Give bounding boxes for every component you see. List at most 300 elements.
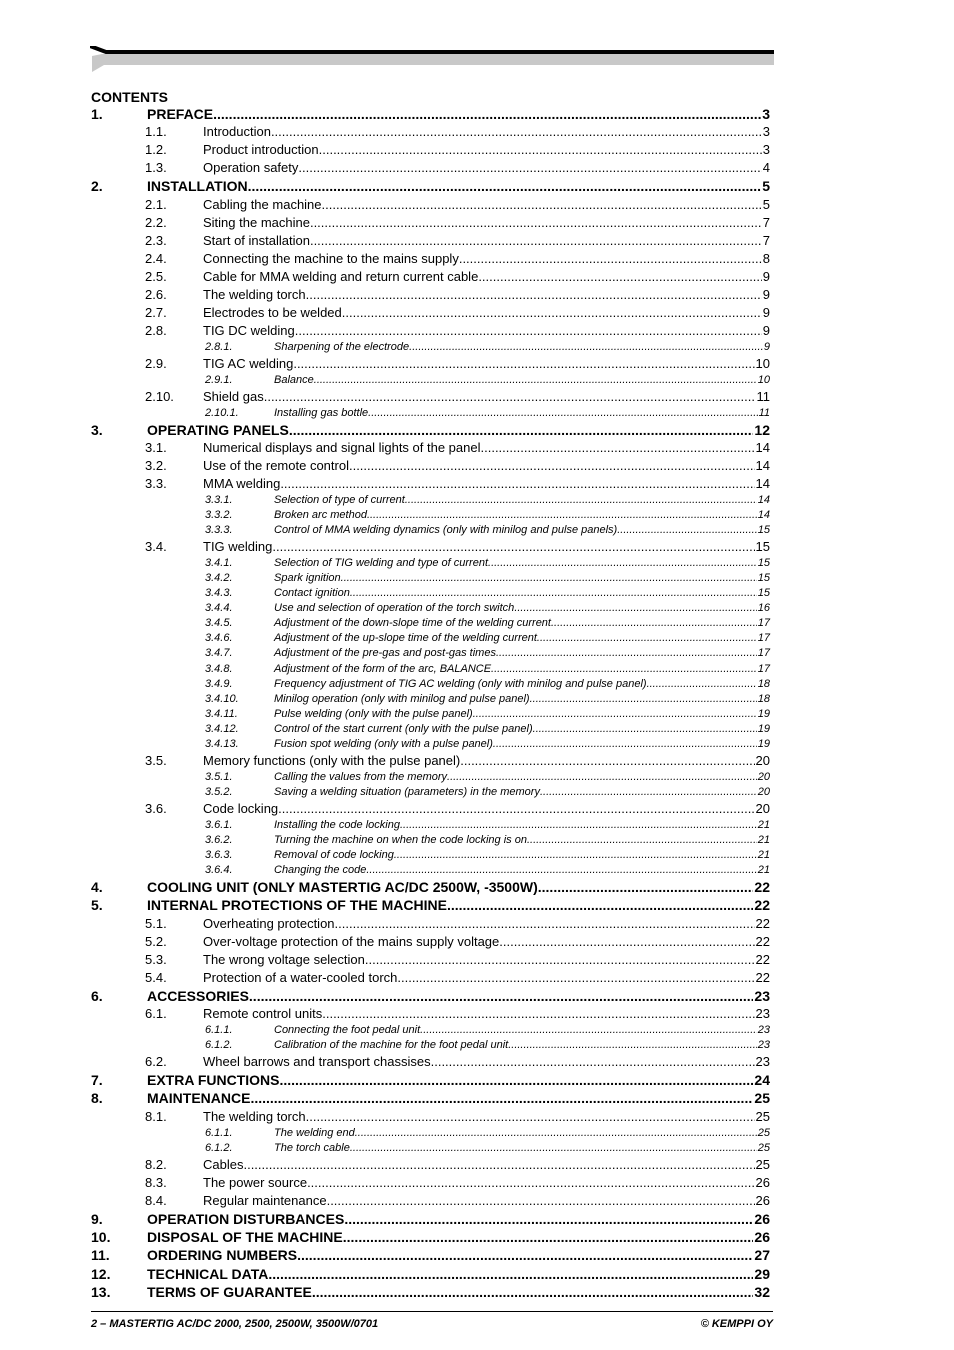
toc-entry-title: The torch cable xyxy=(274,1141,350,1154)
toc-entry[interactable] xyxy=(91,1127,770,1142)
toc-entry-number: 2.7. xyxy=(145,305,203,320)
toc-entry-leader xyxy=(491,663,757,675)
toc-entry-number: 3.4.7. xyxy=(205,647,274,659)
toc-entry[interactable] xyxy=(91,617,770,632)
toc-entry-leader xyxy=(342,305,762,320)
toc-entry[interactable] xyxy=(91,1024,770,1039)
toc-entry-title: OPERATING PANELS xyxy=(147,421,289,438)
toc-entry[interactable] xyxy=(91,1193,770,1211)
toc-entry-title: Operation safety xyxy=(203,160,299,176)
toc-entry-number: 1.3. xyxy=(145,160,203,175)
toc-entry-leader xyxy=(268,1266,753,1282)
toc-entry-number: 3.6.3. xyxy=(205,849,274,861)
toc-entry-page: 22 xyxy=(755,969,770,985)
toc-entry-leader xyxy=(397,970,754,985)
toc-entry-title: DISPOSAL OF THE MACHINE xyxy=(147,1229,343,1246)
toc-entry-title: Cable for MMA welding and return current cable xyxy=(203,268,479,284)
toc-entry-title: The welding torch xyxy=(203,1108,306,1124)
toc-entry-leader xyxy=(213,106,761,122)
toc-entry[interactable] xyxy=(91,897,770,915)
toc-entry[interactable] xyxy=(91,1266,770,1284)
toc-entry-number: 3.3.2. xyxy=(205,509,274,521)
toc-entry-page: 9 xyxy=(762,304,770,320)
toc-entry[interactable] xyxy=(91,178,770,196)
toc-entry-page: 20 xyxy=(757,770,770,783)
toc-entry-leader xyxy=(344,1211,753,1227)
toc-entry-page: 24 xyxy=(754,1072,770,1089)
toc-entry-number: 3.5.1. xyxy=(205,771,274,783)
toc-entry-number: 5. xyxy=(91,897,147,913)
toc-entry-leader xyxy=(488,557,757,569)
toc-entry-leader xyxy=(533,723,757,735)
toc-entry-leader xyxy=(310,215,762,230)
toc-entry-number: 6.1. xyxy=(145,1006,203,1021)
toc-entry-title: Changing the code xyxy=(274,864,367,877)
toc-entry-title: Introduction xyxy=(203,124,271,140)
toc-entry-number: 6.2. xyxy=(145,1054,203,1069)
toc-entry-page: 23 xyxy=(754,987,770,1004)
toc-entry[interactable] xyxy=(91,374,770,389)
toc-entry-leader xyxy=(264,389,756,404)
toc-entry-page: 32 xyxy=(754,1283,770,1300)
toc-entry-number: 3.3.1. xyxy=(205,494,274,506)
toc-entry-page: 23 xyxy=(757,1023,770,1036)
toc-entry-page: 11 xyxy=(758,406,770,419)
table-of-contents xyxy=(91,106,770,1302)
toc-entry-title: Connecting the machine to the mains supply xyxy=(203,250,459,266)
toc-entry-leader xyxy=(478,269,761,284)
toc-entry-title: TIG welding xyxy=(203,539,273,555)
toc-entry[interactable] xyxy=(91,494,770,509)
toc-entry-page: 8 xyxy=(762,250,770,266)
toc-entry-page: 3 xyxy=(762,124,770,140)
toc-entry-leader xyxy=(322,1006,754,1021)
toc-entry-page: 25 xyxy=(757,1141,770,1154)
toc-entry-number: 4. xyxy=(91,879,147,895)
toc-entry[interactable] xyxy=(91,341,770,356)
toc-entry-number: 6.1.2. xyxy=(205,1039,274,1051)
toc-entry-title: Use and selection of operation of the torch switch xyxy=(274,602,515,615)
toc-entry-title: Saving a welding situation (parameters) in the memory xyxy=(274,785,540,798)
toc-entry-leader xyxy=(493,738,757,750)
toc-entry-title: The welding end xyxy=(274,1126,355,1139)
toc-entry-leader xyxy=(249,988,754,1004)
toc-entry-title: Shield gas xyxy=(203,388,264,404)
toc-entry-leader xyxy=(540,786,757,798)
toc-entry[interactable] xyxy=(91,1157,770,1175)
toc-entry-title: Siting the machine xyxy=(203,214,310,230)
toc-entry-page: 4 xyxy=(762,160,770,176)
toc-entry-leader xyxy=(647,678,757,690)
toc-entry-leader xyxy=(394,849,757,861)
toc-entry-leader xyxy=(327,1193,755,1208)
toc-entry-page: 25 xyxy=(757,1126,770,1139)
toc-entry-number: 13. xyxy=(91,1284,147,1300)
toc-entry[interactable] xyxy=(91,864,770,879)
toc-entry-number: 3.4.2. xyxy=(205,572,274,584)
toc-entry-number: 5.3. xyxy=(145,952,203,967)
toc-entry-page: 20 xyxy=(755,800,770,816)
toc-entry-page: 23 xyxy=(757,1039,770,1051)
toc-entry-leader xyxy=(349,458,755,473)
toc-entry[interactable] xyxy=(91,819,770,834)
toc-entry-page: 29 xyxy=(754,1265,770,1282)
toc-entry[interactable] xyxy=(91,1247,770,1265)
toc-entry[interactable] xyxy=(91,970,770,988)
toc-entry-leader xyxy=(431,1054,755,1069)
toc-entry[interactable] xyxy=(91,215,770,233)
toc-entry[interactable] xyxy=(91,834,770,849)
toc-entry-number: 5.1. xyxy=(145,916,203,931)
toc-entry-leader xyxy=(514,602,756,614)
toc-entry-leader xyxy=(368,407,757,419)
toc-entry-number: 3. xyxy=(91,422,147,438)
toc-entry-title: Wheel barrows and transport chassises xyxy=(203,1054,431,1070)
toc-entry-number: 5.2. xyxy=(145,934,203,949)
toc-entry-number: 3.2. xyxy=(145,458,203,473)
toc-entry[interactable] xyxy=(91,1039,770,1054)
toc-entry[interactable] xyxy=(91,557,770,572)
toc-entry-number: 11. xyxy=(91,1247,147,1263)
toc-entry-leader xyxy=(367,509,757,521)
footer-document-title: 2 – MASTERTIG AC/DC 2000, 2500, 2500W, 3500W/0701 xyxy=(91,1318,379,1330)
toc-entry[interactable] xyxy=(91,934,770,952)
toc-entry-leader xyxy=(496,647,757,659)
toc-entry[interactable] xyxy=(91,723,770,738)
toc-entry-number: 2.9. xyxy=(145,356,203,371)
toc-entry-leader xyxy=(405,494,757,506)
toc-entry-title: Cabling the machine xyxy=(203,196,322,212)
toc-entry-page: 14 xyxy=(757,494,770,507)
toc-entry-number: 8.1. xyxy=(145,1109,203,1124)
toc-entry[interactable] xyxy=(91,786,770,801)
toc-entry-leader xyxy=(248,178,762,194)
toc-entry-title: The welding torch xyxy=(203,286,306,302)
toc-entry[interactable] xyxy=(91,647,770,662)
toc-entry[interactable] xyxy=(91,916,770,934)
toc-entry-number: 2.10.1. xyxy=(205,407,274,419)
toc-entry-number: 12. xyxy=(91,1266,147,1282)
toc-entry-leader xyxy=(459,251,762,266)
toc-entry-page: 25 xyxy=(755,1108,770,1124)
toc-entry-leader xyxy=(297,1247,753,1263)
toc-entry-title: Regular maintenance xyxy=(203,1192,327,1208)
toc-entry-page: 26 xyxy=(755,1174,770,1190)
toc-entry[interactable] xyxy=(91,952,770,970)
toc-entry-number: 3.6.1. xyxy=(205,819,274,831)
toc-entry-page: 18 xyxy=(757,692,770,705)
toc-entry-number: 3.4.6. xyxy=(205,632,274,644)
toc-entry-title: Control of MMA welding dynamics (only with minilog and pulse panels) xyxy=(274,524,618,537)
toc-entry-title: Protection of a water-cooled torch xyxy=(203,969,398,985)
toc-entry-leader xyxy=(409,341,763,353)
toc-entry-number: 3.3.3. xyxy=(205,524,274,536)
toc-entry-title: INTERNAL PROTECTIONS OF THE MACHINE xyxy=(147,897,447,914)
toc-entry-leader xyxy=(306,1109,755,1124)
toc-entry-page: 11 xyxy=(756,388,770,404)
toc-entry[interactable] xyxy=(91,440,770,458)
toc-entry-leader xyxy=(279,1072,753,1088)
toc-entry-page: 25 xyxy=(755,1156,770,1172)
toc-entry[interactable] xyxy=(91,251,770,269)
toc-entry-leader xyxy=(365,952,755,967)
toc-entry[interactable] xyxy=(91,142,770,160)
toc-entry-title: Frequency adjustment of TIG AC welding (only with minilog and pulse panel) xyxy=(274,677,647,690)
toc-entry-number: 6.1.1. xyxy=(205,1024,274,1036)
toc-entry-page: 20 xyxy=(755,752,770,768)
toc-entry-number: 3.6.2. xyxy=(205,834,274,846)
toc-entry-number: 2.2. xyxy=(145,215,203,230)
toc-entry[interactable] xyxy=(91,407,770,422)
toc-entry-number: 2.6. xyxy=(145,287,203,302)
toc-entry[interactable] xyxy=(91,1175,770,1193)
toc-entry[interactable] xyxy=(91,801,770,819)
toc-entry-page: 5 xyxy=(762,178,770,195)
toc-entry-number: 3.4.4. xyxy=(205,602,274,614)
toc-entry-title: TECHNICAL DATA xyxy=(147,1265,269,1282)
footer-copyright: © KEMPPI OY xyxy=(700,1318,773,1330)
toc-entry-leader xyxy=(289,422,754,438)
toc-entry-page: 14 xyxy=(755,476,770,492)
toc-entry-title: Calling the values from the memory xyxy=(274,770,448,783)
toc-entry[interactable] xyxy=(91,1006,770,1024)
toc-entry-title: Contact ignition xyxy=(274,587,350,600)
toc-entry[interactable] xyxy=(91,693,770,708)
toc-entry-leader xyxy=(319,142,762,157)
toc-entry-leader xyxy=(527,834,757,846)
toc-entry[interactable] xyxy=(91,509,770,524)
toc-entry-page: 17 xyxy=(757,617,770,630)
toc-entry-title: Use of the remote control xyxy=(203,458,349,474)
toc-entry-title: EXTRA FUNCTIONS xyxy=(147,1072,280,1089)
toc-entry-leader xyxy=(322,197,762,212)
toc-entry[interactable] xyxy=(91,539,770,557)
toc-entry-page: 10 xyxy=(755,355,770,371)
toc-entry[interactable] xyxy=(91,1072,770,1090)
toc-entry[interactable] xyxy=(91,572,770,587)
toc-entry[interactable] xyxy=(91,160,770,178)
toc-entry-page: 15 xyxy=(757,557,770,570)
toc-entry-number: 3.5. xyxy=(145,753,203,768)
toc-entry[interactable] xyxy=(91,305,770,323)
toc-entry-title: Control of the start current (only with the pulse panel) xyxy=(274,722,533,735)
toc-entry-leader xyxy=(350,587,757,599)
toc-entry-leader xyxy=(293,356,754,371)
toc-entry-number: 2.10. xyxy=(145,389,203,404)
toc-entry-number: 2.8. xyxy=(145,323,203,338)
toc-entry[interactable] xyxy=(91,233,770,251)
footer-rule xyxy=(91,1311,773,1312)
toc-entry-number: 2.5. xyxy=(145,269,203,284)
toc-entry-page: 15 xyxy=(757,587,770,600)
toc-entry[interactable] xyxy=(91,753,770,771)
toc-entry-number: 3.4.12. xyxy=(205,723,274,735)
toc-entry-page: 14 xyxy=(757,509,770,522)
toc-entry-title: The power source xyxy=(203,1174,308,1190)
toc-entry-number: 3.1. xyxy=(145,440,203,455)
toc-entry-page: 9 xyxy=(762,268,770,284)
toc-entry-number: 2.8.1. xyxy=(205,341,274,353)
toc-entry-leader xyxy=(420,1024,757,1036)
toc-entry[interactable] xyxy=(91,708,770,723)
header-bar xyxy=(90,46,774,72)
toc-entry-title: Start of installation xyxy=(203,232,310,248)
toc-entry-page: 17 xyxy=(757,662,770,675)
toc-entry-number: 1. xyxy=(91,106,147,122)
toc-entry[interactable] xyxy=(91,678,770,693)
toc-entry-number: 1.2. xyxy=(145,142,203,157)
toc-entry-number: 9. xyxy=(91,1211,147,1227)
toc-entry-title: Selection of type of current xyxy=(274,494,405,507)
toc-entry-number: 3.4.3. xyxy=(205,587,274,599)
toc-entry-page: 21 xyxy=(757,864,770,877)
toc-entry-title: Numerical displays and signal lights of the panel xyxy=(203,440,481,456)
toc-entry-title: Code locking xyxy=(203,800,279,816)
toc-entry-title: TERMS OF GUARANTEE xyxy=(147,1283,312,1300)
toc-entry[interactable] xyxy=(91,1054,770,1072)
toc-entry-title: OPERATION DISTURBANCES xyxy=(147,1210,345,1227)
toc-entry-page: 19 xyxy=(757,707,770,720)
toc-entry-title: Minilog operation (only with minilog and pulse panel) xyxy=(274,692,530,705)
toc-entry-page: 15 xyxy=(757,524,770,537)
toc-entry[interactable] xyxy=(91,1090,770,1108)
toc-entry[interactable] xyxy=(91,1142,770,1157)
toc-entry-number: 3.4.11. xyxy=(205,708,274,720)
toc-entry-page: 26 xyxy=(755,1192,770,1208)
toc-entry-title: Installing gas bottle xyxy=(274,406,369,419)
toc-entry[interactable] xyxy=(91,476,770,494)
toc-entry-title: Electrodes to be welded xyxy=(203,304,342,320)
toc-entry-title: Selection of TIG welding and type of current xyxy=(274,557,489,570)
toc-entry-title: Remote control units xyxy=(203,1005,323,1021)
toc-entry[interactable] xyxy=(91,849,770,864)
toc-entry-number: 2.9.1. xyxy=(205,374,274,386)
toc-entry[interactable] xyxy=(91,524,770,539)
header-bar-shadow xyxy=(92,54,774,72)
toc-entry[interactable] xyxy=(91,1284,770,1302)
toc-entry-title: Overheating protection xyxy=(203,915,335,931)
toc-entry-title: Broken arc method xyxy=(274,509,367,522)
toc-entry-page: 5 xyxy=(762,196,770,212)
toc-entry[interactable] xyxy=(91,323,770,341)
toc-entry[interactable] xyxy=(91,587,770,602)
toc-entry[interactable] xyxy=(91,106,770,124)
toc-entry-leader xyxy=(250,1090,753,1106)
toc-entry-leader xyxy=(295,323,762,338)
toc-entry-leader xyxy=(341,572,757,584)
toc-entry-leader xyxy=(271,124,762,139)
toc-entry[interactable] xyxy=(91,269,770,287)
toc-entry-leader xyxy=(350,1142,757,1154)
toc-entry[interactable] xyxy=(91,879,770,897)
toc-entry-number: 2.3. xyxy=(145,233,203,248)
toc-entry[interactable] xyxy=(91,458,770,476)
toc-entry-number: 3.4.10. xyxy=(205,693,274,705)
toc-entry-page: 15 xyxy=(757,572,770,585)
toc-entry-title: Fusion spot welding (only with a pulse panel) xyxy=(274,737,493,750)
toc-entry-leader xyxy=(447,771,757,783)
toc-entry-page: 10 xyxy=(757,373,770,386)
toc-entry[interactable] xyxy=(91,771,770,786)
toc-entry[interactable] xyxy=(91,602,770,617)
toc-entry-title: COOLING UNIT (ONLY MASTERTIG AC/DC 2500W, -3500W) xyxy=(147,879,538,896)
toc-entry-page: 15 xyxy=(755,539,770,555)
toc-entry[interactable] xyxy=(91,632,770,647)
toc-entry-leader xyxy=(307,1175,754,1190)
toc-entry-number: 8.4. xyxy=(145,1193,203,1208)
toc-entry-title: Removal of code locking xyxy=(274,848,394,861)
toc-entry-leader xyxy=(343,1229,754,1245)
toc-entry-page: 25 xyxy=(754,1090,770,1107)
toc-entry-number: 2. xyxy=(91,178,147,194)
toc-entry-page: 19 xyxy=(757,737,770,750)
toc-entry-number: 3.4.13. xyxy=(205,738,274,750)
toc-entry-page: 21 xyxy=(757,818,770,831)
toc-entry[interactable] xyxy=(91,1211,770,1229)
toc-entry-page: 7 xyxy=(762,214,770,230)
toc-entry-page: 9 xyxy=(762,322,770,338)
toc-entry-leader xyxy=(447,897,753,913)
toc-entry-title: INSTALLATION xyxy=(147,178,248,195)
toc-entry-page: 3 xyxy=(762,142,770,158)
toc-entry-title: Adjustment of the up-slope time of the welding current xyxy=(274,632,537,645)
header-bar-line xyxy=(90,46,774,52)
toc-entry-leader xyxy=(310,233,762,248)
toc-entry[interactable] xyxy=(91,738,770,753)
toc-entry-leader xyxy=(314,374,757,386)
toc-entry-leader xyxy=(335,916,755,931)
toc-entry-leader xyxy=(530,693,757,705)
toc-entry-page: 19 xyxy=(757,722,770,735)
toc-entry-title: Over-voltage protection of the mains supply voltage xyxy=(203,933,500,949)
toc-entry[interactable] xyxy=(91,1229,770,1247)
toc-entry-number: 3.4.1. xyxy=(205,557,274,569)
toc-entry-page: 23 xyxy=(755,1054,770,1070)
toc-entry[interactable] xyxy=(91,1109,770,1127)
toc-entry-page: 14 xyxy=(755,458,770,474)
toc-entry-title: Calibration of the machine for the foot pedal unit xyxy=(274,1039,509,1051)
toc-entry-page: 17 xyxy=(757,632,770,645)
toc-entry-title: Memory functions (only with the pulse panel) xyxy=(203,752,461,768)
toc-entry[interactable] xyxy=(91,389,770,407)
toc-entry-title: Product introduction xyxy=(203,142,319,158)
toc-entry-leader xyxy=(400,819,757,831)
toc-entry-leader xyxy=(508,1039,757,1051)
toc-entry-page: 22 xyxy=(754,879,770,896)
toc-entry-page: 22 xyxy=(755,915,770,931)
toc-entry[interactable] xyxy=(91,197,770,215)
toc-entry[interactable] xyxy=(91,988,770,1006)
toc-entry[interactable] xyxy=(91,287,770,305)
toc-entry[interactable] xyxy=(91,422,770,440)
toc-entry-number: 3.6.4. xyxy=(205,864,274,876)
toc-entry-number: 6.1.2. xyxy=(205,1142,274,1154)
toc-entry-title: ORDERING NUMBERS xyxy=(147,1247,298,1264)
toc-entry-number: 2.4. xyxy=(145,251,203,266)
toc-entry-page: 23 xyxy=(755,1005,770,1021)
toc-entry-number: 3.4.9. xyxy=(205,678,274,690)
toc-entry-leader xyxy=(538,879,754,895)
toc-entry[interactable] xyxy=(91,124,770,142)
toc-entry[interactable] xyxy=(91,356,770,374)
toc-entry-number: 3.4.5. xyxy=(205,617,274,629)
toc-entry-title: PREFACE xyxy=(147,106,214,122)
toc-entry-number: 3.3. xyxy=(145,476,203,491)
toc-entry[interactable] xyxy=(91,663,770,678)
toc-entry-leader xyxy=(499,934,754,949)
toc-entry-page: 22 xyxy=(755,933,770,949)
toc-entry-title: MMA welding xyxy=(203,476,281,492)
